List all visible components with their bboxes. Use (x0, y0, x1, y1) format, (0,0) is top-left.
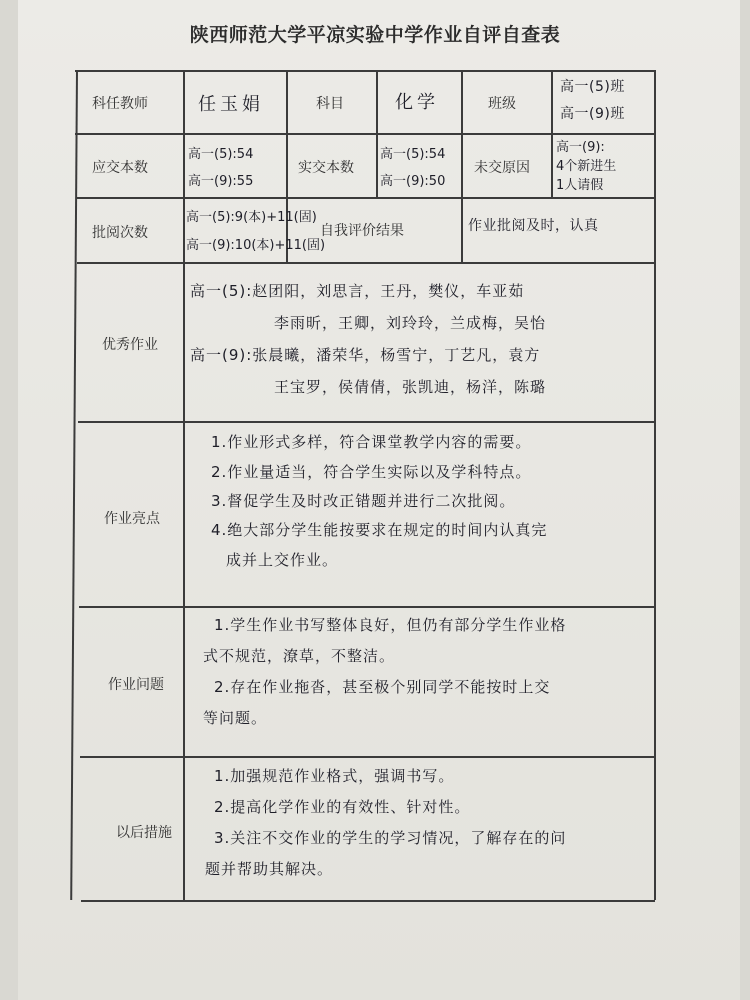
excellent-work-line: 高一(9):张晨曦，潘荣华，杨雪宁，丁艺凡，袁方 (190, 346, 541, 364)
class-value-1: 高一(5)班 (560, 79, 625, 95)
actual-count-value-2: 高一(9):50 (380, 174, 446, 189)
row-divider (78, 421, 655, 423)
actual-count-label: 实交本数 (298, 160, 354, 176)
problems-line: 1.学生作业书写整体良好，但仍有部分学生作业格 (214, 616, 567, 634)
teacher-value: 任玉娟 (198, 94, 264, 115)
measures-line: 2.提高化学作业的有效性、针对性。 (214, 798, 471, 816)
class-value-2: 高一(9)班 (560, 106, 625, 122)
problems-line: 2.存在作业拖沓，甚至极个别同学不能按时上交 (214, 678, 551, 696)
measures-line: 3.关注不交作业的学生的学习情况，了解存在的问 (214, 829, 567, 847)
self-eval-value: 作业批阅及时，认真 (468, 218, 599, 234)
missing-reason-line-3: 1人请假 (556, 178, 604, 193)
row-divider (76, 197, 655, 199)
row-divider (77, 262, 655, 264)
table-border-right (654, 70, 656, 900)
missing-reason-line-2: 4个新进生 (556, 159, 617, 174)
cell-divider (551, 70, 553, 197)
missing-reason-label: 未交原因 (474, 160, 530, 176)
row-divider (79, 606, 655, 608)
subject-value: 化学 (395, 92, 439, 113)
due-count-value-2: 高一(9):55 (188, 174, 254, 189)
self-eval-label: 自我评价结果 (320, 223, 404, 239)
measures-label: 以后措施 (116, 825, 172, 841)
highlights-label: 作业亮点 (104, 511, 160, 527)
due-count-label: 应交本数 (92, 160, 148, 176)
missing-reason-line-1: 高一(9): (556, 140, 605, 155)
cell-divider (376, 70, 378, 197)
form-title: 陕西师范大学平凉实验中学作业自评自查表 (189, 24, 561, 46)
table-border-top (75, 70, 656, 72)
highlights-line: 成并上交作业。 (226, 551, 339, 569)
highlights-line: 1.作业形式多样，符合课堂教学内容的需要。 (211, 433, 532, 451)
review-count-value-2: 高一(9):10(本)+11(固) (186, 238, 326, 253)
cell-divider (461, 70, 463, 197)
class-label: 班级 (488, 96, 516, 112)
actual-count-value-1: 高一(5):54 (380, 147, 446, 162)
teacher-label: 科任教师 (92, 96, 148, 112)
problems-line: 式不规范，潦草，不整洁。 (203, 647, 396, 665)
excellent-work-line: 李雨昕，王卿，刘玲玲，兰成梅，吴怡 (274, 314, 547, 332)
highlights-line: 2.作业量适当，符合学生实际以及学科特点。 (211, 463, 532, 481)
highlights-line: 3.督促学生及时改正错题并进行二次批阅。 (211, 492, 516, 510)
due-count-value-1: 高一(5):54 (188, 147, 254, 162)
table-border-left (70, 70, 77, 900)
row-divider (75, 133, 655, 135)
row-divider (80, 756, 655, 758)
measures-line: 1.加强规范作业格式，强调书写。 (214, 767, 455, 785)
cell-divider (461, 197, 463, 262)
problems-label: 作业问题 (108, 677, 164, 693)
excellent-work-label: 优秀作业 (102, 337, 158, 353)
excellent-work-line: 高一(5):赵团阳，刘思言，王丹，樊仪，车亚茹 (190, 282, 525, 300)
excellent-work-line: 王宝罗，侯倩倩，张凯迪，杨洋，陈璐 (274, 378, 547, 396)
highlights-line: 4.绝大部分学生能按要求在规定的时间内认真完 (211, 521, 548, 539)
table-border-bottom (81, 900, 655, 902)
review-count-value-1: 高一(5):9(本)+11(固) (186, 210, 317, 225)
cell-divider (286, 70, 288, 197)
problems-line: 等问题。 (203, 709, 268, 727)
measures-line: 题并帮助其解决。 (205, 860, 334, 878)
review-count-label: 批阅次数 (92, 225, 148, 241)
subject-label: 科目 (316, 96, 344, 112)
label-column-divider (183, 70, 185, 900)
